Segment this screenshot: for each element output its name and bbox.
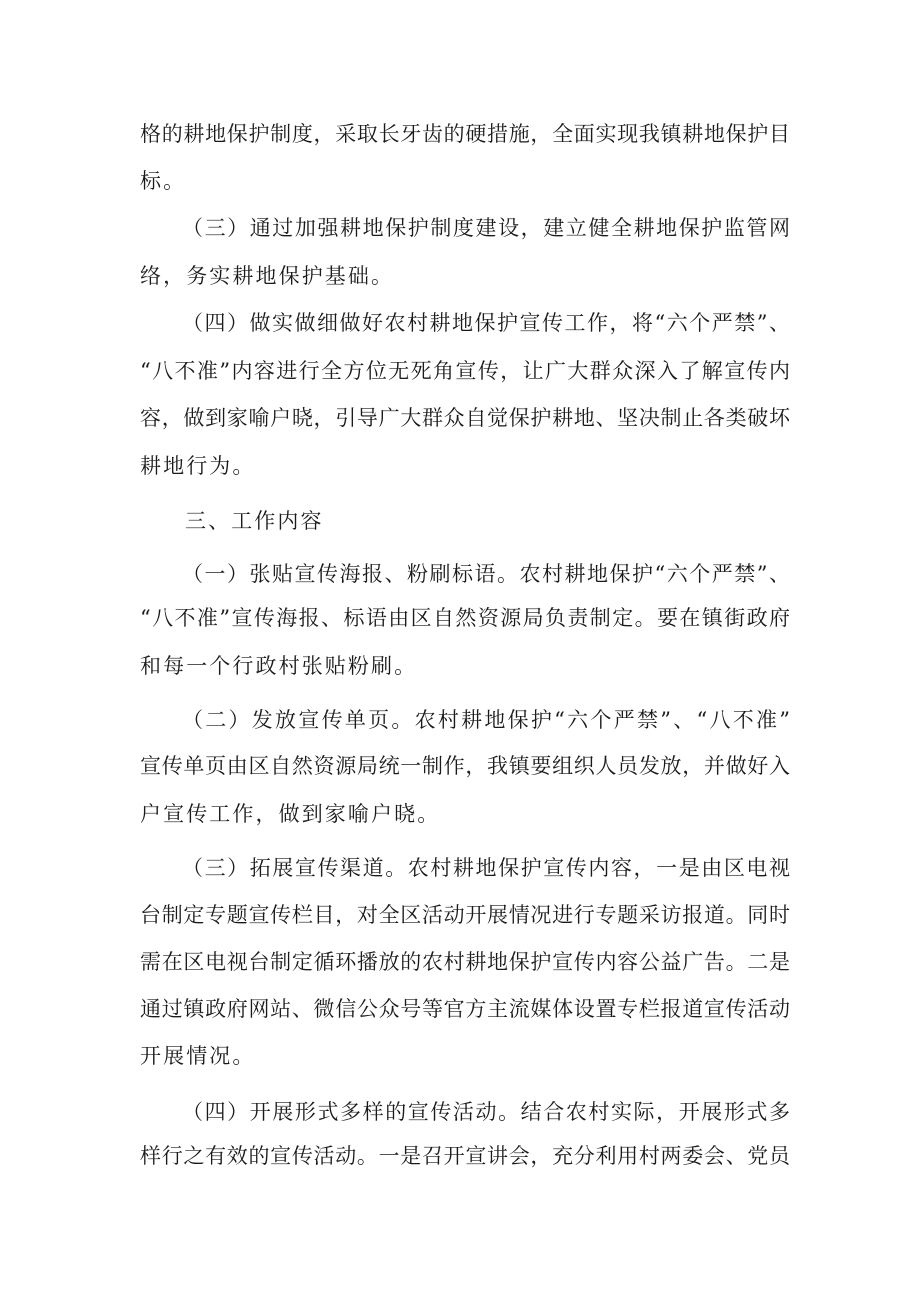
text-line: 标。 — [140, 169, 187, 193]
text-line: 通过镇政府网站、微信公众号等官方主流媒体设置专栏报道宣传活动 — [140, 997, 790, 1021]
paragraph-start-line: （四）开展形式多样的宣传活动。结合农村实际，开展形式多 — [182, 1100, 790, 1124]
paragraph-start-line: （三）拓展宣传渠道。农村耕地保护宣传内容，一是由区电视 — [182, 856, 790, 880]
text-line: 开展情况。 — [140, 1044, 256, 1068]
text-line: 和每一个行政村张贴粉刷。 — [140, 654, 418, 678]
text-line: “八不准”内容进行全方位无死角宣传，让广大群众深入了解宣传内 — [140, 359, 790, 383]
paragraph-start-line: （一）张贴宣传海报、粉刷标语。农村耕地保护“六个严禁”、 — [182, 562, 790, 586]
text-line: 格的耕地保护制度，采取长牙齿的硬措施，全面实现我镇耕地保护目 — [140, 122, 790, 146]
text-line: 宣传单页由区自然资源局统一制作，我镇要组织人员发放，并做好入 — [140, 754, 790, 778]
text-line: 耕地行为。 — [140, 454, 256, 478]
text-line: 络，务实耕地保护基础。 — [140, 264, 395, 288]
text-line: “八不准”宣传海报、标语由区自然资源局负责制定。要在镇街政府 — [140, 606, 790, 630]
text-line: 容，做到家喻户晓，引导广大群众自觉保护耕地、坚决制止各类破坏 — [140, 406, 790, 430]
text-line: 户宣传工作，做到家喻户晓。 — [140, 802, 441, 826]
text-line: 样行之有效的宣传活动。一是召开宣讲会，充分利用村两委会、党员 — [140, 1144, 790, 1168]
paragraph-start-line: （二）发放宣传单页。农村耕地保护“六个严禁”、“八不准” — [182, 708, 790, 732]
paragraph-start-line: （四）做实做细做好农村耕地保护宣传工作，将“六个严禁”、 — [182, 311, 790, 335]
section-heading: 三、工作内容 — [185, 509, 324, 533]
text-line: 台制定专题宣传栏目，对全区活动开展情况进行专题采访报道。同时 — [140, 903, 790, 927]
paragraph-start-line: （三）通过加强耕地保护制度建设，建立健全耕地保护监管网 — [182, 216, 790, 240]
text-line: 需在区电视台制定循环播放的农村耕地保护宣传内容公益广告。二是 — [140, 950, 790, 974]
